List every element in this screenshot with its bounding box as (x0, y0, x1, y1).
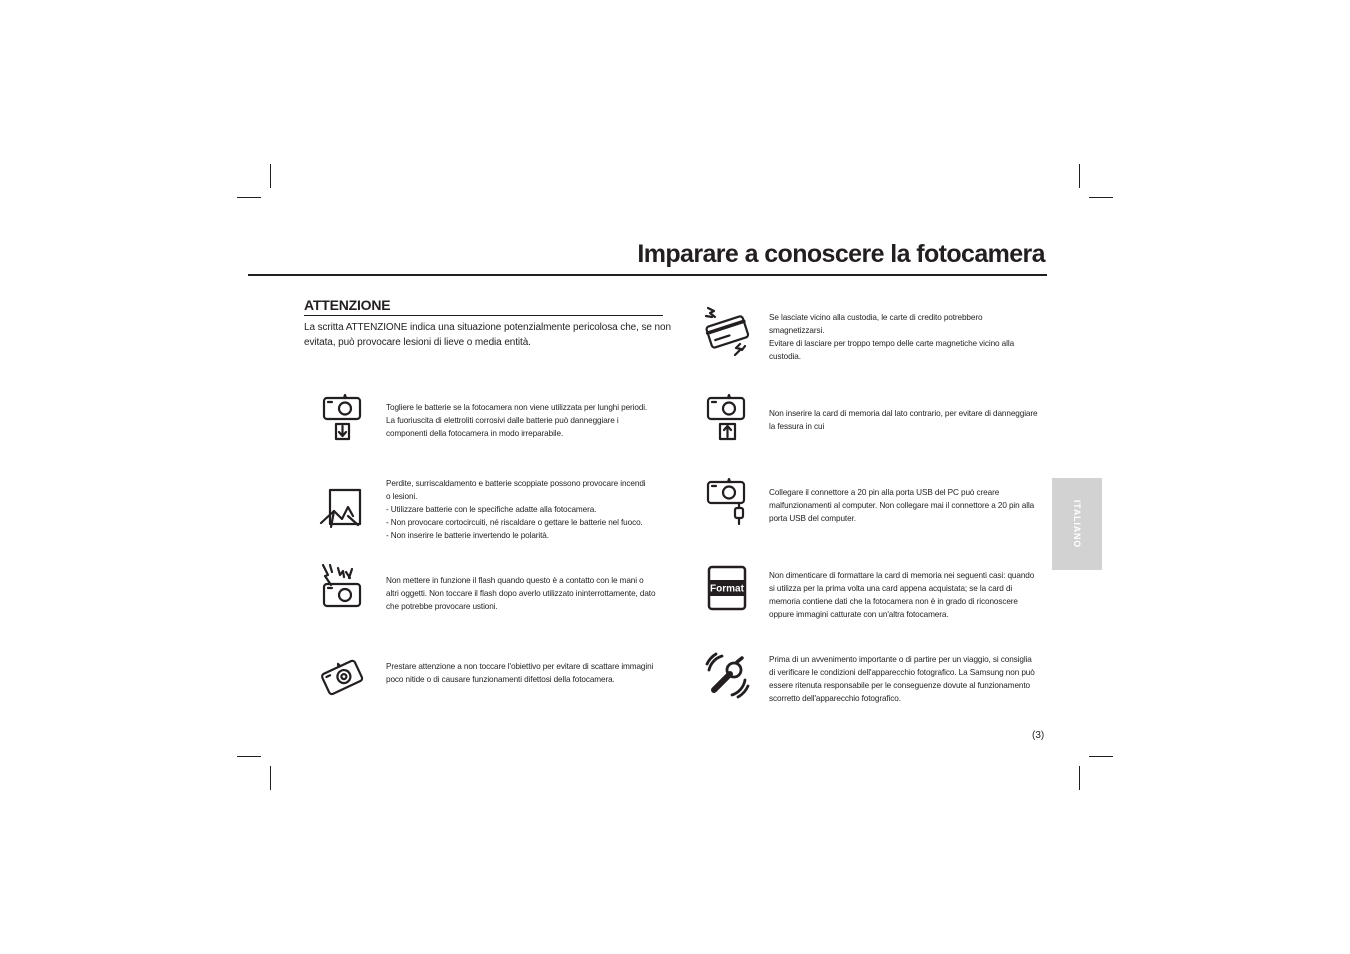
warning-item-text: Perdite, surriscaldamento e batterie scoppiate possono provocare incendi o lesioni. - Utilizzare batterie con le specifiche adatte alla fotocamera. - Non provocare cortocircuiti, né riscaldare o gettare le batterie nel fuoco. - Non inserire le batterie invertendo le polarità. (386, 479, 646, 540)
camera-memory-card-icon (702, 392, 752, 442)
crop-mark (1089, 197, 1113, 198)
warning-item-text: Non dimenticare di formattare la card di memoria nei seguenti casi: quando si utilizza per la prima volta una card appena acquistata; se la card di memoria contiene dati che la fotocamera non è in grado di riconoscere oppure immagini catturate con un'altra fotocamera. (769, 571, 1035, 619)
warning-item-text: Non mettere in funzione il flash quando questo è a contatto con le mani o altri oggetti. Non toccare il flash dopo averlo utilizzato ininterrottamente, dato che potrebbe provocare ustioni. (386, 576, 656, 611)
page-title: Imparare a conoscere la fotocamera (637, 240, 1045, 268)
language-tab-label: ITALIANO (1072, 499, 1082, 549)
language-tab (1052, 478, 1102, 570)
magnetic-card-icon (702, 306, 752, 356)
crop-mark (270, 164, 271, 188)
page-number: (3) (1032, 730, 1045, 741)
crop-mark (1079, 766, 1080, 790)
svg-text:Format: Format (710, 583, 744, 595)
warning-item-text: Non inserire la card di memoria dal lato contrario, per evitare di danneggiare la fessura in cui (769, 409, 1038, 431)
warning-item-text: Collegare il connettore a 20 pin alla porta USB del PC può creare malfunzionamenti al computer. Non collegare mai il connettore a 20 pin alla porta USB del computer. (769, 488, 1035, 523)
crop-mark (1089, 756, 1113, 757)
crop-mark (237, 197, 261, 198)
flash-heat-icon (318, 562, 368, 612)
title-divider (248, 274, 1047, 276)
camera-usb-connector-icon (702, 476, 752, 526)
format-card-icon (702, 562, 752, 612)
wrench-maintenance-icon (702, 650, 752, 700)
section-divider (304, 315, 663, 316)
crop-mark (237, 756, 261, 757)
section-title: ATTENZIONE (304, 297, 391, 313)
crop-mark (270, 766, 271, 790)
crop-mark (1079, 164, 1080, 188)
warning-item-text: Se lasciate vicino alla custodia, le carte di credito potrebbero smagnetizzarsi. Evitare di lasciare per troppo tempo delle carte magnetiche vicino alla custodia. (769, 313, 1015, 361)
warning-item-text: Prima di un avvenimento importante o di partire per un viaggio, si consiglia di verificare le condizioni dell'apparecchio fotografico. La Samsung non può essere ritenuta responsabile per le conseguenze dovute al funzionamento scorretto dell'apparecchio fotografico. (769, 655, 1035, 703)
camera-battery-removal-icon (318, 392, 368, 442)
warning-item-text: Togliere le batterie se la fotocamera non viene utilizzata per lunghi periodi. La fuoriuscita di elettroliti corrosivi dalle batterie può danneggiare i componenti della fotocamera in modo irreparabile. (386, 403, 648, 438)
warning-item-text: Prestare attenzione a non toccare l'obiettivo per evitare di scattare immagini poco nitide o di causare funzionamenti difettosi della fotocamera. (386, 662, 654, 684)
lens-touch-icon (318, 650, 368, 700)
battery-short-circuit-icon (318, 485, 368, 535)
section-intro: La scritta ATTENZIONE indica una situazione potenzialmente pericolosa che, se non evitata, può provocare lesioni di lieve o media entità. (304, 322, 671, 348)
